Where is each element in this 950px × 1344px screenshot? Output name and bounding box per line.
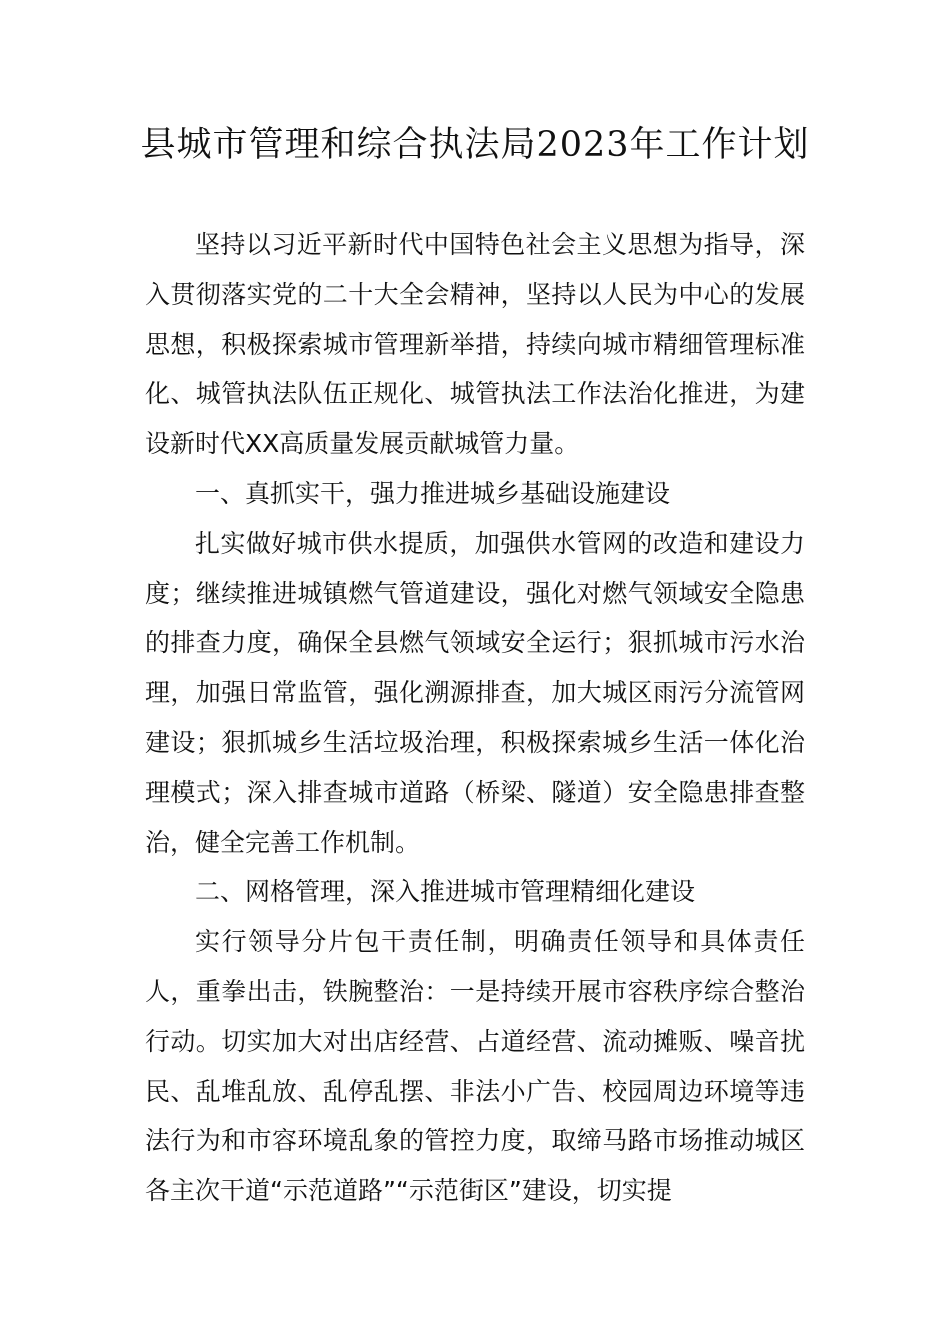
document-body [145,220,805,1216]
section-1-paragraph: 扎实做好城市供水提质，加强供水管网的改造和建设力度；继续推进城镇燃气管道建设，强化对燃气领域安全隐患的排查力度，确保全县燃气领域安全运行；狠抓城市污水治理，加强日常监管，强化溯源排查，加大城区雨污分流管网建设；狠抓城乡生活垃圾治理，积极探索城乡生活一体化治理模式；深入排查城市道路（桥梁、隧道）安全隐患排查整治，健全完善工作机制。 [145,528,805,857]
section-heading-1: 一、真抓实干，强力推进城乡基础设施建设 [195,478,671,508]
section-2-paragraph: 实行领导分片包干责任制，明确责任领导和具体责任人，重拳出击，铁腕整治：一是持续开展市容秩序综合整治行动。切实加大对出店经营、占道经营、流动摊贩、噪音扰民、乱堆乱放、乱停乱摆、非法小广告、校园周边环境等违法行为和市容环境乱象的管控力度，取缔马路市场推动城区各主次干道“示范道路”“示范街区”建设，切实提 [145,927,805,1206]
section-heading-2: 二、网格管理，深入推进城市管理精细化建设 [195,877,696,907]
document-title: 县城市管理和综合执法局2023年工作计划 [140,125,810,165]
intro-paragraph: 坚持以习近平新时代中国特色社会主义思想为指导，深入贯彻落实党的二十大全会精神，坚持以人民为中心的发展思想，积极探索城市管理新举措，持续向城市精细管理标准化、城管执法队伍正规化、城管执法工作法治化推进，为建设新时代XX高质量发展贡献城管力量。 [145,230,805,459]
